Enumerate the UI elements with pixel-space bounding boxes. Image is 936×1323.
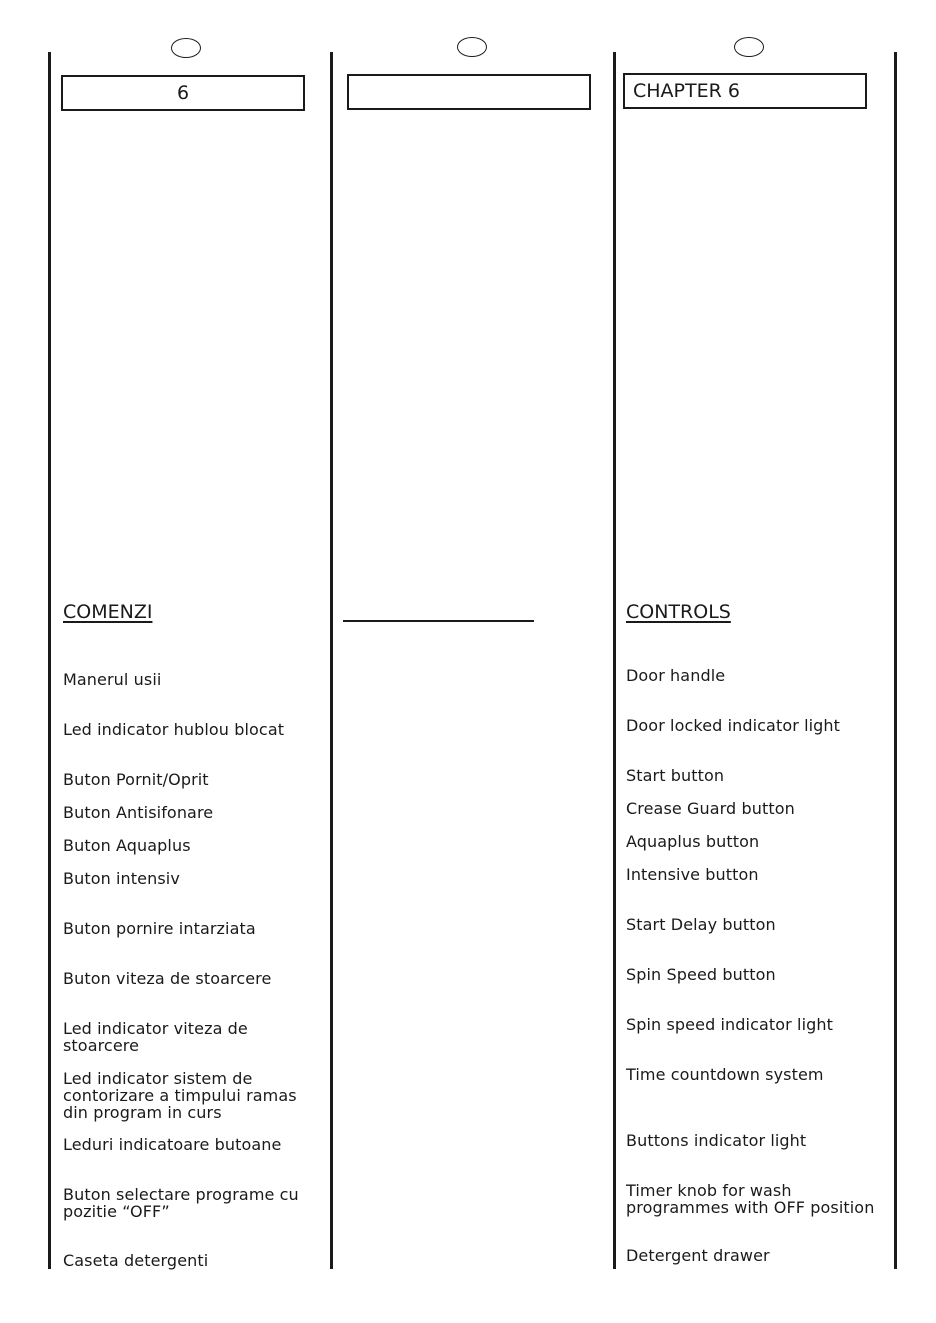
control-label: Buton selectare programe cu pozitie “OFF” <box>63 1185 299 1221</box>
control-label: Buton Aquaplus <box>63 836 191 855</box>
control-label: Crease Guard button <box>626 799 795 818</box>
chapter-box-en <box>623 73 867 109</box>
chapter-box-ro <box>61 75 305 111</box>
chapter-label: 6 <box>176 82 190 104</box>
control-label: Buttons indicator light <box>626 1131 807 1150</box>
chapter-label: CHAPTER 6 <box>633 80 740 102</box>
control-label: Door handle <box>626 666 726 685</box>
control-label: Led indicator viteza de stoarcere <box>63 1019 248 1055</box>
control-label: Start button <box>626 766 725 785</box>
control-label: Door locked indicator light <box>626 716 841 735</box>
control-label: Buton Pornit/Oprit <box>63 770 209 789</box>
control-label: Spin speed indicator light <box>626 1015 833 1034</box>
control-label: Led indicator sistem de contorizare a timpului ramas din program in curs <box>63 1069 297 1122</box>
control-label: Time countdown system <box>626 1065 824 1084</box>
control-label: Detergent drawer <box>626 1246 770 1265</box>
control-label: Buton viteza de stoarcere <box>63 969 272 988</box>
control-label: Leduri indicatoare butoane <box>63 1135 282 1154</box>
column-divider-center-left <box>330 52 333 1269</box>
section-heading-rule-middle <box>343 620 534 622</box>
column-divider-right <box>894 52 897 1269</box>
column-divider-center-right <box>613 52 616 1269</box>
section-heading-en: CONTROLS <box>626 601 731 623</box>
control-label: Buton intensiv <box>63 869 180 888</box>
control-label: Led indicator hublou blocat <box>63 720 285 739</box>
control-label: Manerul usii <box>63 670 162 689</box>
control-label: Timer knob for wash programmes with OFF position <box>626 1181 875 1217</box>
column-divider-left <box>48 52 51 1269</box>
control-label: Buton Antisifonare <box>63 803 214 822</box>
control-label: Spin Speed button <box>626 965 776 984</box>
language-circle-icon <box>171 38 201 58</box>
control-label: Caseta detergenti <box>63 1251 209 1270</box>
language-circle-icon <box>734 37 764 57</box>
section-heading-ro: COMENZI <box>63 601 153 623</box>
control-label: Start Delay button <box>626 915 776 934</box>
control-label: Buton pornire intarziata <box>63 919 256 938</box>
control-label: Intensive button <box>626 865 759 884</box>
language-circle-icon <box>457 37 487 57</box>
control-label: Aquaplus button <box>626 832 760 851</box>
chapter-box-middle <box>347 74 591 110</box>
